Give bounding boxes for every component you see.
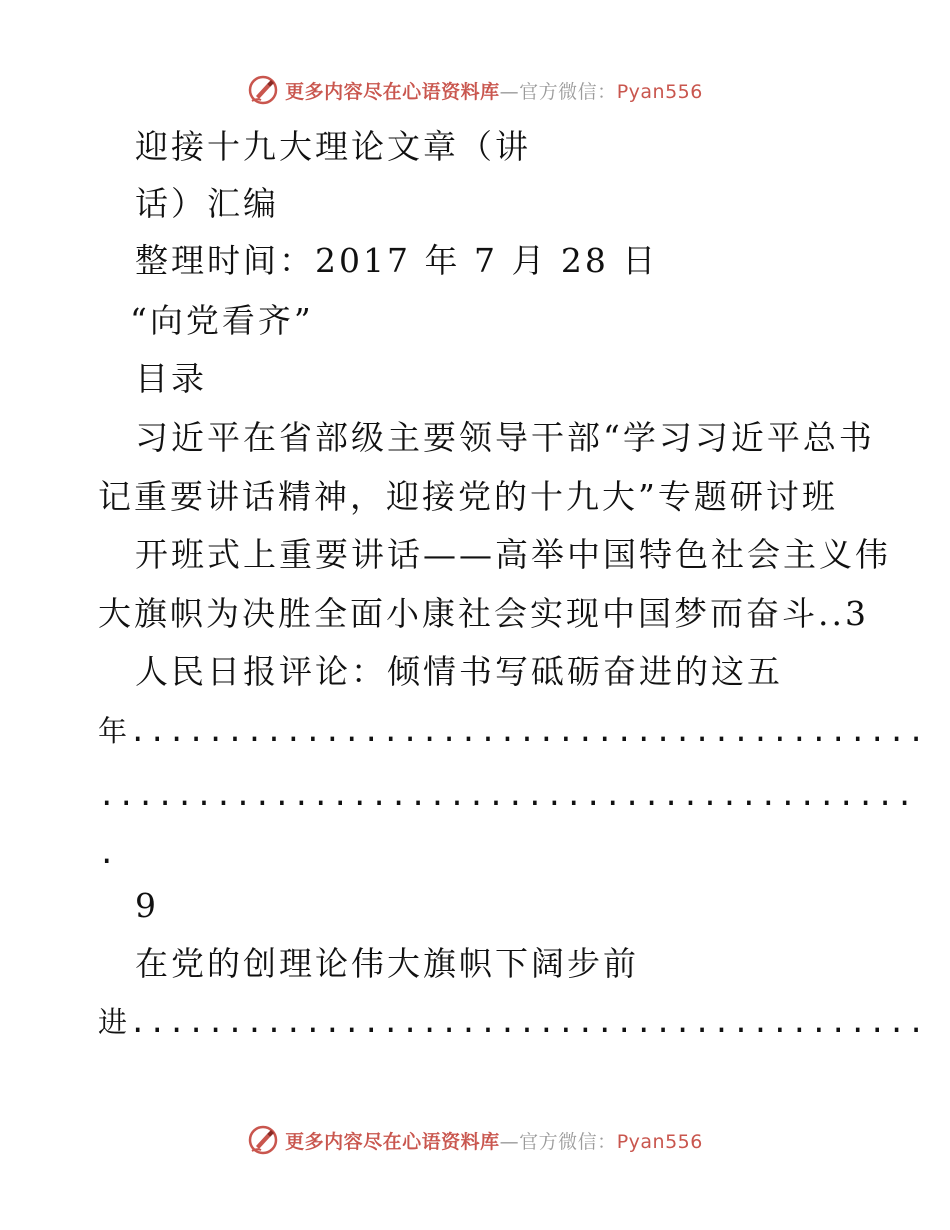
toc-entry-2-line1: 人民日报评论：倾情书写砥砺奋进的这五 xyxy=(135,652,783,691)
toc-entry-2-line3: .......................................... xyxy=(98,778,916,812)
watermark-banner-top xyxy=(0,70,950,110)
watermark-text: 更多内容尽在心语资料库—官方微信：Pyan556 xyxy=(285,1130,703,1153)
watermark-banner-bottom xyxy=(0,1120,950,1160)
toc-heading: 目录 xyxy=(135,359,207,398)
toc-entry-2-line2: 年......................................... xyxy=(98,714,927,748)
toc-entry-1-line2: 记重要讲话精神，迎接党的十九大”专题研讨班 xyxy=(98,477,838,516)
toc-entry-3-line2: 进......................................... xyxy=(98,1005,927,1039)
toc-entry-2-line4: . xyxy=(98,836,118,870)
pen-seal-icon xyxy=(247,1124,279,1156)
toc-entry-3-line1: 在党的创理论伟大旗帜下阔步前 xyxy=(135,944,639,983)
toc-entry-2-page: 9 xyxy=(135,886,159,925)
toc-entry-1-line1: 习近平在省部级主要领导干部“学习习近平总书 xyxy=(135,418,875,457)
watermark-text: 更多内容尽在心语资料库—官方微信：Pyan556 xyxy=(285,80,703,103)
doc-subtitle: “向党看齐” xyxy=(130,301,314,340)
doc-title-line1: 迎接十九大理论文章（讲 xyxy=(135,127,531,166)
doc-title-line2: 话）汇编 xyxy=(135,184,279,223)
toc-entry-1-line4: 大旗帜为决胜全面小康社会实现中国梦而奋斗..3 xyxy=(98,594,869,633)
compile-date: 整理时间：2017 年 7 月 28 日 xyxy=(135,241,659,280)
pen-seal-icon xyxy=(247,74,279,106)
toc-entry-1-line3: 开班式上重要讲话——高举中国特色社会主义伟 xyxy=(135,535,891,574)
